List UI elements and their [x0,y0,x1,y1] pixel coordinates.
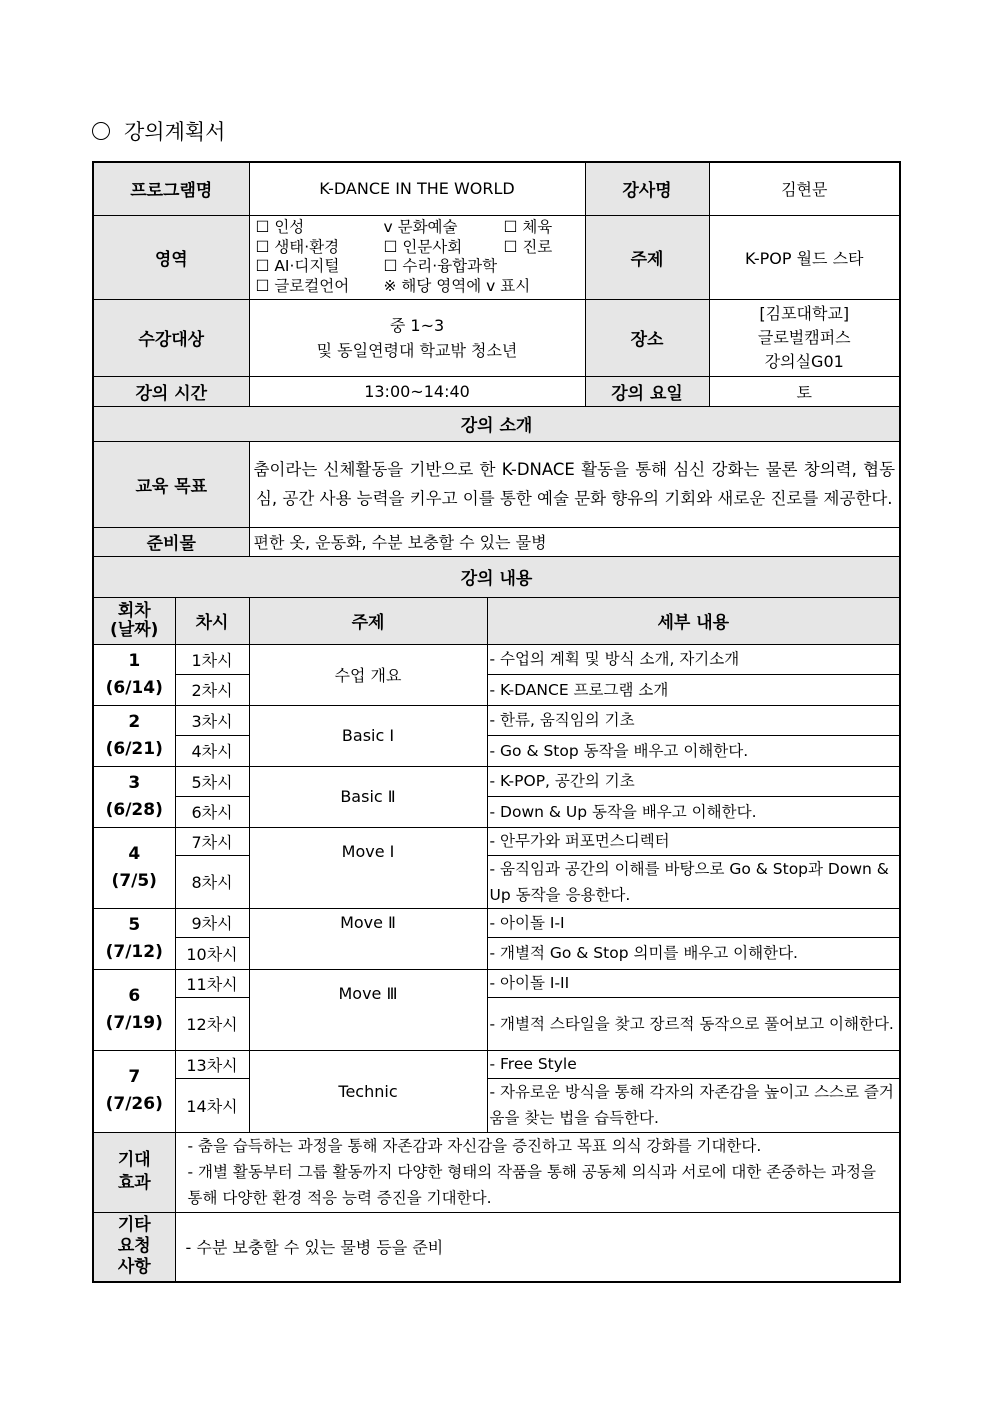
area-option: ☐ 수리·융합과학 [383,257,498,275]
session-cell [93,705,175,766]
session-cell [93,644,175,705]
program-row [93,162,900,215]
session-date: (6/14) [105,677,163,698]
period-cell: 13차시 [175,1050,249,1078]
content-header-row [93,556,900,597]
detail-column-header: 세부 내용 [487,597,900,644]
period-cell: 9차시 [175,908,249,937]
session-number: 4 [128,843,141,864]
session-column-label: (날짜) [110,619,159,640]
table-row [93,766,900,796]
target-row [93,299,900,376]
materials-text: 편한 옷, 운동화, 수분 보충할 수 있는 물병 [249,527,900,556]
intro-header-row [93,406,900,441]
goal-text: 춤이라는 신체활동을 기반으로 한 K-DNACE 활동을 통해 심신 강화는 물론 창의력, 협동심, 공간 사용 능력을 키우고 이를 통한 예술 문화 향유의 기회와 새로운 진로를 제공한다. [249,441,900,527]
table-row [93,937,900,969]
session-topic: 수업 개요 [249,644,487,705]
period-cell: 6차시 [175,796,249,827]
area-row [93,215,900,299]
content-columns-row [93,597,900,644]
session-topic: Move Ⅰ [249,827,487,908]
detail-cell: - 안무가와 퍼포먼스디렉터 [487,827,900,855]
effects-row [93,1132,900,1212]
area-label: 영역 [93,215,249,299]
area-option: ☐ AI·디지털 [255,257,340,275]
area-option: ☐ 인성 [255,218,305,236]
session-date: (6/28) [105,799,163,820]
requests-label-line: 기타 [117,1215,151,1236]
session-topic: Basic Ⅰ [249,705,487,766]
place-line: 강의실G01 [764,351,844,371]
instructor-label: 강사명 [585,162,709,215]
detail-cell: - K-POP, 공간의 기초 [487,766,900,796]
detail-cell: - Free Style [487,1050,900,1078]
effects-text [175,1132,900,1212]
area-option: ☐ 생태·환경 [255,237,340,256]
detail-cell: - Down & Up 동작을 배우고 이해한다. [487,796,900,827]
place-label: 장소 [585,299,709,376]
period-cell: 5차시 [175,766,249,796]
intro-section-title: 강의 소개 [93,406,900,441]
effects-line: - 춤을 습득하는 과정을 통해 자존감과 자신감을 증진하고 목표 의식 강화를 기대한다. [187,1137,762,1155]
period-cell: 12차시 [175,997,249,1050]
time-row [93,376,900,406]
requests-label [93,1212,175,1282]
circle-bullet-icon [92,122,110,140]
area-option: ☐ 인문사회 [383,237,463,256]
time-label: 강의 시간 [93,376,249,406]
detail-cell: - 수업의 계획 및 방식 소개, 자기소개 [487,644,900,674]
session-column-label: 회차 [117,600,151,621]
place-line: [김포대학교] [759,303,850,323]
session-cell [93,1050,175,1132]
session-number: 3 [128,772,141,793]
effects-line: - 개별 활동부터 그룹 활동까지 다양한 형태의 작품을 통해 공동체 의식과 서로에 대한 존중하는 과정을 통해 다양한 환경 적응 능력 증진을 기대한다. [187,1163,876,1207]
area-option: ☐ 체육 [503,218,553,236]
target-value [249,299,585,376]
session-date: (7/5) [111,870,157,891]
table-row [93,855,900,908]
area-option: ☐ 진로 [503,237,553,256]
page-title: 강의계획서 [124,120,226,144]
table-row [93,644,900,674]
period-cell: 11차시 [175,969,249,997]
page-heading [92,116,225,146]
materials-row [93,527,900,556]
program-name: K-DANCE IN THE WORLD [249,162,585,215]
period-cell: 14차시 [175,1078,249,1132]
table-row [93,796,900,827]
session-number: 2 [128,711,141,732]
detail-cell: - 아이돌 I-I [487,908,900,937]
period-cell: 1차시 [175,644,249,674]
session-topic: Basic Ⅱ [249,766,487,827]
area-checklist [249,215,585,299]
effects-label-line: 기대 [117,1150,151,1170]
detail-cell: - 자유로운 방식을 통해 각자의 자존감을 높이고 스스로 즐거움을 찾는 법을 습득한다. [487,1078,900,1132]
session-date: (7/19) [105,1012,163,1033]
place-line: 글로벌캠퍼스 [757,327,851,347]
session-cell [93,908,175,969]
lecture-plan-table [92,161,901,1283]
target-line: 중 1~3 [389,315,445,335]
table-row [93,969,900,997]
session-number: 1 [128,650,141,671]
detail-cell: - 움직임과 공간의 이해를 바탕으로 Go & Stop과 Down & Up 동작을 응용한다. [487,855,900,908]
requests-text: - 수분 보충할 수 있는 물병 등을 준비 [175,1212,900,1282]
period-cell: 8차시 [175,855,249,908]
topic-value: K-POP 월드 스타 [709,215,900,299]
time-value: 13:00~14:40 [249,376,585,406]
session-topic: Technic [249,1050,487,1132]
table-row [93,827,900,855]
area-note: ※ 해당 영역에 ⅴ 표시 [383,276,531,295]
session-number: 5 [128,914,141,935]
period-cell: 4차시 [175,735,249,766]
materials-label: 준비물 [93,527,249,556]
topic-column-header: 주제 [249,597,487,644]
table-row [93,674,900,705]
detail-cell: - K-DANCE 프로그램 소개 [487,674,900,705]
target-label: 수강대상 [93,299,249,376]
session-date: (7/26) [105,1094,163,1114]
requests-label-line: 사항 [117,1257,151,1278]
session-topic: Move Ⅱ [249,908,487,969]
table-row [93,705,900,735]
session-cell [93,766,175,827]
detail-cell: - Go & Stop 동작을 배우고 이해한다. [487,735,900,766]
period-cell: 3차시 [175,705,249,735]
session-cell [93,969,175,1050]
session-date: (7/12) [105,941,163,962]
period-cell: 7차시 [175,827,249,855]
table-row [93,997,900,1050]
effects-label [93,1132,175,1212]
requests-label-line: 요청 [117,1236,151,1257]
content-section-title: 강의 내용 [93,556,900,597]
instructor-name: 김현문 [709,162,900,215]
table-row [93,1050,900,1078]
place-value [709,299,900,376]
program-label: 프로그램명 [93,162,249,215]
table-row [93,1078,900,1132]
period-column-header: 차시 [175,597,249,644]
effects-label-line: 효과 [117,1173,151,1193]
detail-cell: - 한류, 움직임의 기초 [487,705,900,735]
table-row [93,908,900,937]
session-date: (6/21) [105,738,163,759]
goal-row [93,441,900,527]
session-number: 7 [128,1067,141,1087]
session-topic: Move Ⅲ [249,969,487,1050]
detail-cell: - 개별적 Go & Stop 의미를 배우고 이해한다. [487,937,900,969]
session-number: 6 [128,985,141,1006]
area-option: ⅴ 문화예술 [383,218,458,236]
session-column-header [93,597,175,644]
goal-label: 교육 목표 [93,441,249,527]
table-row [93,735,900,766]
detail-cell: - 개별적 스타일을 찾고 장르적 동작으로 풀어보고 이해한다. [487,997,900,1050]
target-line: 및 동일연령대 학교밖 청소년 [316,340,518,360]
day-value: 토 [709,376,900,406]
session-cell [93,827,175,908]
requests-row [93,1212,900,1282]
area-option: ☐ 글로컬언어 [255,276,350,295]
topic-label: 주제 [585,215,709,299]
period-cell: 2차시 [175,674,249,705]
detail-cell: - 아이돌 I-II [487,969,900,997]
period-cell: 10차시 [175,937,249,969]
day-label: 강의 요일 [585,376,709,406]
